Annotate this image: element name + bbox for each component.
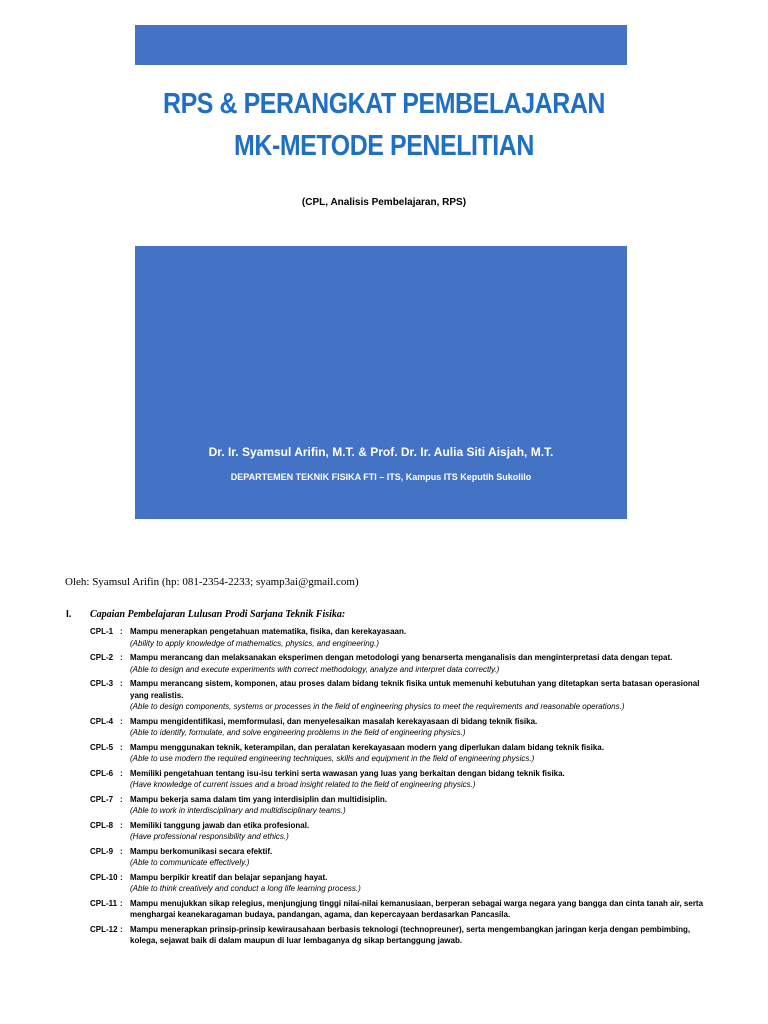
cpl-item — [90, 924, 706, 947]
cpl-body — [130, 898, 706, 921]
cpl-item — [90, 742, 706, 765]
cpl-item — [90, 846, 706, 869]
cpl-code: CPL-12 — [90, 924, 118, 934]
cpl-code: CPL-10 — [90, 872, 118, 882]
cpl-text-id: Mampu merancang dan melaksanakan eksperimen dengan metodologi yang benarserta menganalisis dan menginterpretasi data dengan tepat. — [130, 653, 673, 662]
cpl-code: CPL-7 — [90, 794, 114, 804]
doc-subtitle: (CPL, Analisis Pembelajaran, RPS) — [301, 197, 467, 208]
cpl-text-en: (Ability to apply knowledge of mathematics, physics, and engineering.) — [130, 638, 380, 648]
cpl-code: CPL-2 — [90, 653, 114, 662]
cpl-item — [90, 716, 706, 739]
cpl-text-en: (Able to identify, formulate, and solve engineering problems in the field of engineering physics.) — [130, 728, 466, 737]
cpl-body — [130, 872, 706, 895]
section-cpl — [66, 609, 706, 950]
cpl-text-id: Memiliki pengetahuan tentang isu-isu terkini serta wawasan yang luas yang berkaitan dengan bidang teknik fisika. — [130, 768, 565, 778]
cpl-text-id: Mampu berpikir kreatif dan belajar sepanjang hayat. — [130, 872, 328, 882]
cpl-body — [130, 626, 706, 649]
cpl-item — [90, 898, 706, 921]
cpl-code: CPL-8 — [90, 820, 114, 830]
header-blue-bar — [135, 25, 627, 65]
cpl-colon: : — [120, 679, 123, 688]
cpl-body — [130, 768, 706, 791]
cpl-text-id: Memiliki tanggung jawab dan etika profesional. — [130, 820, 310, 830]
section-title: Capaian Pembelajaran Lulusan Prodi Sarjana Teknik Fisika: — [90, 609, 346, 620]
cpl-text-id: Mampu mengidentifikasi, memformulasi, dan menyelesaikan masalah kerekayasaan di bidang teknik fisika. — [130, 716, 538, 726]
cpl-body — [130, 742, 706, 765]
cpl-code: CPL-5 — [90, 742, 114, 752]
cpl-text-en: (Able to think creatively and conduct a long life learning process.) — [130, 884, 361, 893]
cpl-colon: : — [120, 768, 123, 778]
cpl-item — [90, 626, 706, 649]
cpl-code: CPL-11 — [90, 898, 118, 908]
department-text: DEPARTEMEN TEKNIK FISIKA FTI – ITS, Kampus ITS Keputih Sukolilo — [230, 472, 532, 482]
cpl-body — [130, 678, 706, 713]
cpl-text-id: Mampu menerapkan pengetahuan matematika, fisika, dan kerekayasaan. — [130, 627, 407, 636]
section-heading — [66, 609, 706, 620]
cover-blue-box — [135, 246, 627, 519]
cpl-list — [66, 626, 706, 947]
cpl-code: CPL-3 — [90, 679, 114, 688]
cpl-colon: : — [120, 716, 123, 726]
cpl-text-id: Mampu menerapkan prinsip-prinsip kewirausahaan berbasis teknologi (technopreuner), serta mengembangkan jaringan kerja dengan pembimbing, kolega, sejawat baik di dalam maupun di luar lembaganya dg sikap bertanggung jawab. — [130, 924, 691, 945]
cpl-code: CPL-6 — [90, 768, 114, 778]
cpl-colon: : — [120, 820, 123, 830]
cpl-item — [90, 794, 706, 817]
cpl-body — [130, 846, 706, 869]
cpl-body — [130, 820, 706, 843]
cpl-text-id: Mampu menujukkan sikap relegius, menjungjung tinggi nilai-nilai kemanusiaan, berperan sebagai warga negara yang bangga dan cinta tanah air, serta menghargai keanekaragaman budaya, pandangan, agama, dan kepercayaan berdasarkan Pancasila. — [130, 898, 704, 919]
cpl-code: CPL-9 — [90, 846, 114, 856]
authors-text: Dr. Ir. Syamsul Arifin, M.T. & Prof. Dr. Ir. Aulia Siti Aisjah, M.T. — [208, 445, 554, 459]
cpl-code: CPL-1 — [90, 627, 114, 636]
cpl-colon: : — [120, 794, 123, 804]
cpl-text-id: Mampu berkomunikasi secara efektif. — [130, 846, 273, 856]
cpl-text-en: (Able to design and execute experiments with correct methodology, analyze and interpret data correctly.) — [130, 664, 500, 674]
byline: Oleh: Syamsul Arifin (hp: 081-2354-2233; syamp3ai@gmail.com) — [65, 576, 359, 588]
cpl-text-id: Mampu menggunakan teknik, keterampilan, dan peralatan kerekayasaan modern yang diperlukan dalam bidang teknik fisika. — [130, 742, 604, 752]
cpl-text-id: Mampu bekerja sama dalam tim yang interdisiplin dan multidisiplin. — [130, 794, 387, 804]
cpl-body — [130, 794, 706, 817]
cpl-text-en: (Have knowledge of current issues and a broad insight related to the field of engineering physics.) — [130, 780, 476, 789]
cpl-colon: : — [120, 653, 123, 662]
cpl-item — [90, 820, 706, 843]
cpl-text-id: Mampu merancang sistem, komponen, atau proses dalam bidang teknik fisika untuk memenuhi kebutuhan yang ditetapkan serta batasan operasional yang realistis. — [130, 679, 700, 700]
cpl-text-en: (Able to use modern the required engineering techniques, skills and equipment in the field of engineering physics.) — [130, 754, 535, 763]
cpl-text-en: (Able to communicate effectively.) — [130, 858, 250, 867]
cpl-colon: : — [120, 872, 123, 882]
cpl-text-en: (Able to design components, systems or processes in the field of engineering physics to meet the requirements and reasonable operations.) — [130, 702, 625, 711]
cpl-body — [130, 652, 706, 675]
cpl-text-en: (Able to work in interdisciplinary and multidisciplinary teams.) — [130, 806, 346, 815]
cpl-code: CPL-4 — [90, 716, 114, 726]
cpl-item — [90, 652, 706, 675]
cpl-colon: : — [120, 627, 123, 636]
cpl-body — [130, 716, 706, 739]
cpl-colon: : — [120, 898, 123, 908]
section-number: I. — [66, 609, 72, 620]
doc-title-line2: MK-METODE PENELITIAN — [234, 130, 534, 162]
doc-title-line1: RPS & PERANGKAT PEMBELAJARAN — [162, 88, 605, 120]
cpl-item — [90, 678, 706, 713]
cpl-colon: : — [120, 924, 123, 934]
cpl-body — [130, 924, 706, 947]
cpl-item — [90, 768, 706, 791]
cpl-colon: : — [120, 742, 123, 752]
cpl-colon: : — [120, 846, 123, 856]
cpl-item — [90, 872, 706, 895]
cpl-text-en: (Have professional responsibility and ethics.) — [130, 832, 289, 841]
